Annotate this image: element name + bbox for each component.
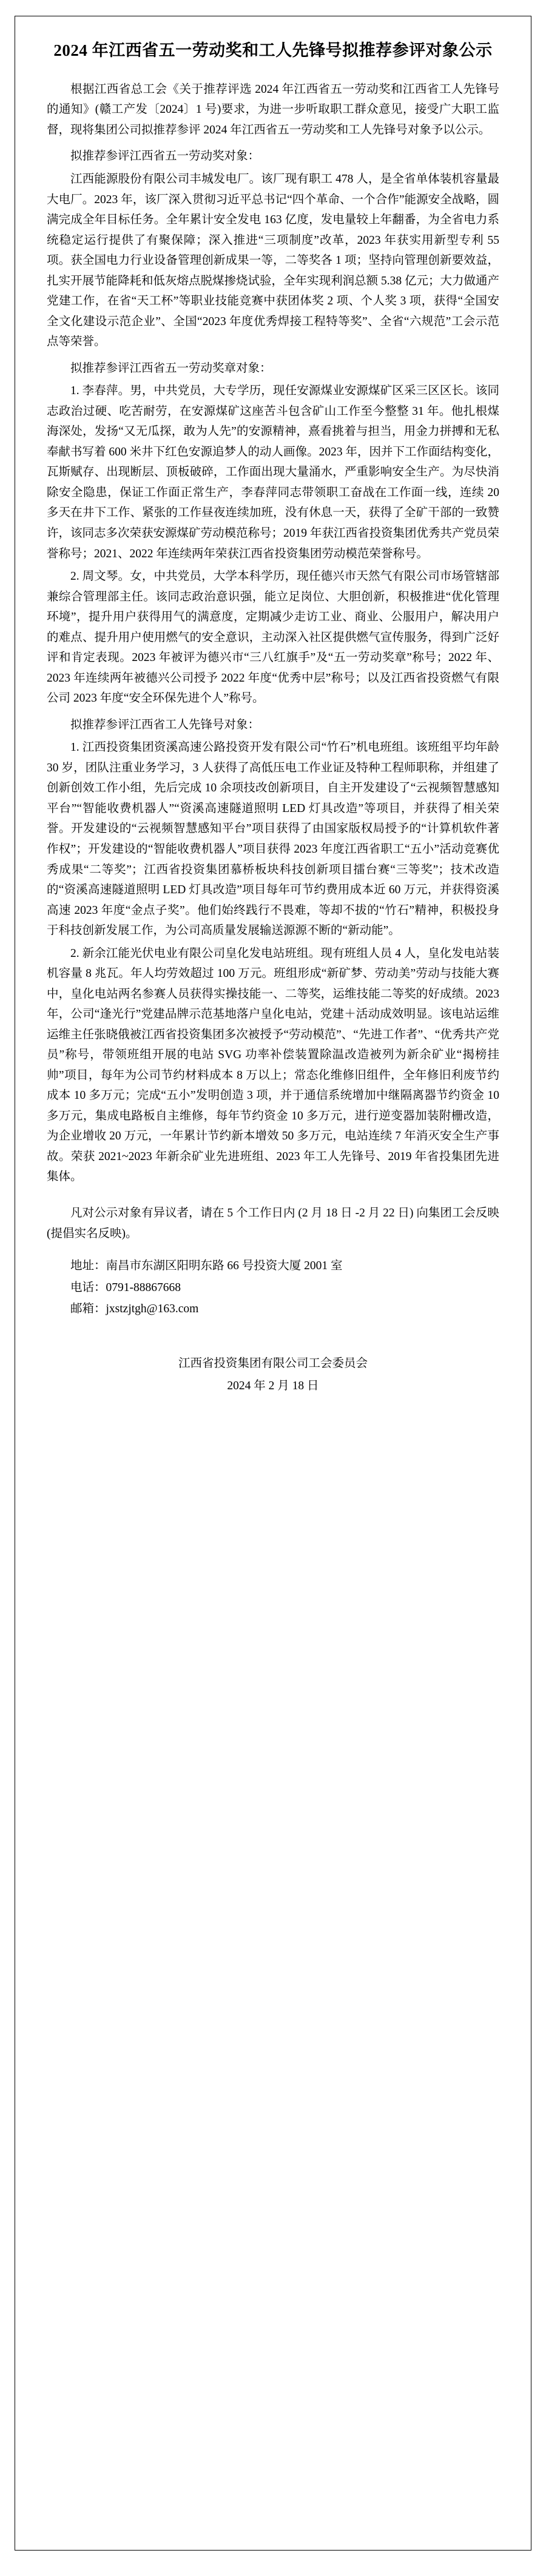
document-sheet — [15, 16, 531, 2551]
notice-block — [47, 1203, 499, 1320]
section-worker-vanguard — [47, 715, 499, 1187]
signature-org: 江西省投资集团有限公司工会委员会 — [178, 1357, 368, 1370]
section-labor-award-org — [47, 146, 499, 352]
section3-heading: 拟推荐参评江西省工人先锋号对象： — [70, 718, 260, 731]
page-title: 2024 年江西省五一劳动奖和工人先锋号拟推荐参评对象公示 — [53, 41, 493, 59]
section3-item-2: 2. 新余江能光伏电业有限公司皇化发电站班组。现有班组人员 4 人，皇化发电站装机容量 8 兆瓦。年人均劳效超过 100 万元。班组形成“新矿梦、劳动美”劳动与技能大赛中，皇化电站两名参赛人员获得实操技能一、二等奖，运维技能二等奖的好成绩。2023 年，公司“逢光行”党建品牌示范基地落户皇化电站，党建＋活动成效明显。该电站运维运维主任张晓俄被江西省投资集团多次被授予“劳动模范”、“先进工作者”、“优秀共产党员”称号，带领班组开展的电站 SVG 功率补偿装置除温改造被列为新余矿业“揭榜挂帅”项目，每年为公司节约材料成本 8 万以上；常态化维修旧组件，全年修旧利废节约成本 10 多万元；完成“五小”发明创造 3 项，并于通信系统增加中继隔离器节约资金 10 多万元，集成电路板自主维修，每年节约资金 10 多万元，进行逆变器加装附栅改造，为企业增收 20 万元，一年累计节约新本增效 50 多万元，电站连续 7 年消灭安全生产事故。荣获 2021~2023 年新余矿业先进班组、2023 年工人先锋号、2019 年省投集团先进集体。 — [47, 947, 499, 1184]
notice-phone: 电话：0791-88867668 — [70, 1281, 181, 1294]
notice-spacer — [47, 1245, 499, 1256]
section2-item-1: 1. 李春萍。男，中共党员，大专学历，现任安源煤业安源煤矿区采三区区长。该同志政治过硬、吃苦耐劳，在安源煤矿这座苦斗包含矿山工作至今整整 31 年。他扎根煤海深处，发扬“又无瓜探，敢为人先”的安源精神，熹看挑着与担当，用金力拼搏和无私奉献书写着 600 米井下红色安源追梦人的动人画像。2023 年，因并下工作面结构变化，瓦斯赋存、出现断层、顶板破碎，工作面出现大量涌水，严重影响安全生产。为尽快消除安全隐患，保证工作面正常生产，李春萍同志带领职工奋战在工作面一线，连续 20 多天在井下工作、紧张的工作昼夜连续加班，没有休息一天，获得了全矿干部的一致赞许，该同志多次荣获安源煤矿劳动模范称号；2019 年获江西省投资集团优秀共产党员荣誉称号；2021、2022 年连续两年荣获江西省投资集团劳动模范荣誉称号。 — [47, 384, 499, 560]
section1-heading: 拟推荐参评江西省五一劳动奖对象： — [70, 150, 260, 163]
notice-text: 凡对公示对象有异议者，请在 5 个工作日内 (2 月 18 日 -2 月 22 日) 向集团工会反映 (提倡实名反映)。 — [47, 1207, 499, 1240]
section2-item-2: 2. 周文琴。女，中共党员，大学本科学历，现任德兴市天然气有限公司市场管辖部兼综合管理部主任。该同志政治意识强，能立足岗位、大胆创新，积极推进“优化管理环境”，提升用户获得用气的满意度，定期减少走访工业、商业、公服用户，解决用户的难点、提升用户使用燃气的安全意识，主动深入社区提供燃气宣传服务，得到广泛好评和肯定表现。2023 年被评为德兴市“三八红旗手”及“五一劳动奖章”称号；2022 年、2023 年连续两年被德兴公司授予 2022 年度“优秀中层”称号；以及江西省投资燃气有限公司 2023 年度“安全环保先进个人”称号。 — [47, 570, 499, 705]
section3-item-1: 1. 江西投资集团资溪高速公路投资开发有限公司“竹石”机电班组。该班组平均年龄 30 岁，团队注重业务学习，3 人获得了高低压电工作业证及特种工程师职称，并组建了创新创效工作小组，先后完成 10 余项技改创新项目，自主开发建设了“云视频智慧感知平台”“智能收费机器人”“资溪高速隧道照明 LED 灯具改造”等项目，并获得了相关荣誉。开发建设的“云视频智慧感知平台”项目获得了由国家版权局授予的“计算机软件著作权”；开发建设的“智能收费机器人”项目获得 2023 年度江西省职工“五小”活动竞赛优秀成果“二等奖”；江西省投资集团慕桥板块科技创新项目擂台赛“三等奖”；技术改造的“资溪高速隧道照明 LED 灯具改造”项目每年可节约费用成本近 60 万元，并获得资溪高速 2023 年度“金点子奖”。他们始终践行不畏难，等却不拔的“竹石”精神，积极投身于科技创新发展工作，为公司高质量发展输送源源不断的“新动能”。 — [47, 741, 499, 937]
section2-heading: 拟推荐参评江西省五一劳动奖章对象： — [70, 361, 272, 375]
section-labor-medal — [47, 358, 499, 709]
intro-paragraph: 根据江西省总工会《关于推荐评选 2024 年江西省五一劳动奖和江西省工人先锋号的通知》(赣工产发〔2024〕1 号)要求，为进一步听取职工群众意见，接受广大职工监督，现将集团公司拟推荐参评 2024 年江西省五一劳动奖和工人先锋号对象予以公示。 — [47, 82, 499, 136]
notice-address: 地址：南昌市东湖区阳明东路 66 号投资大厦 2001 室 — [70, 1259, 343, 1273]
signature-date: 2024 年 2 月 18 日 — [227, 1379, 319, 1392]
section1-paragraph: 江西能源股份有限公司丰城发电厂。该厂现有职工 478 人，是全省单体装机容量最大电厂。2023 年，该厂深入贯彻习近平总书记“四个革命、一个合作”能源安全战略，圆满完成全年目标任务。全年累计安全发电 163 亿度，发电量较上年翻番，为全省电力系统稳定运行提供了有聚保障；深入推进“三项制度”改革，2023 年获实用新型专利 55 项。获全国电力行业设备管理创新成果一等，二等奖各 1 项；坚持向管理创新要效益，扎实开展节能降耗和低灰熔点脱煤掺烧试验，全年实现利润总额 5.38 亿元；大力做通产党建工作，在省“天工杯”等职业技能竞赛中获团体奖 2 项、个人奖 3 项，获得“全国安全文化建设示范企业”、全国“2023 年度优秀焊接工程特等奖”、全省“六规范”工会示范点等荣誉。 — [47, 172, 499, 349]
intro-block — [47, 79, 499, 141]
notice-email: 邮箱：jxstzjtgh@163.com — [70, 1303, 199, 1316]
signature-block — [47, 1352, 499, 1397]
